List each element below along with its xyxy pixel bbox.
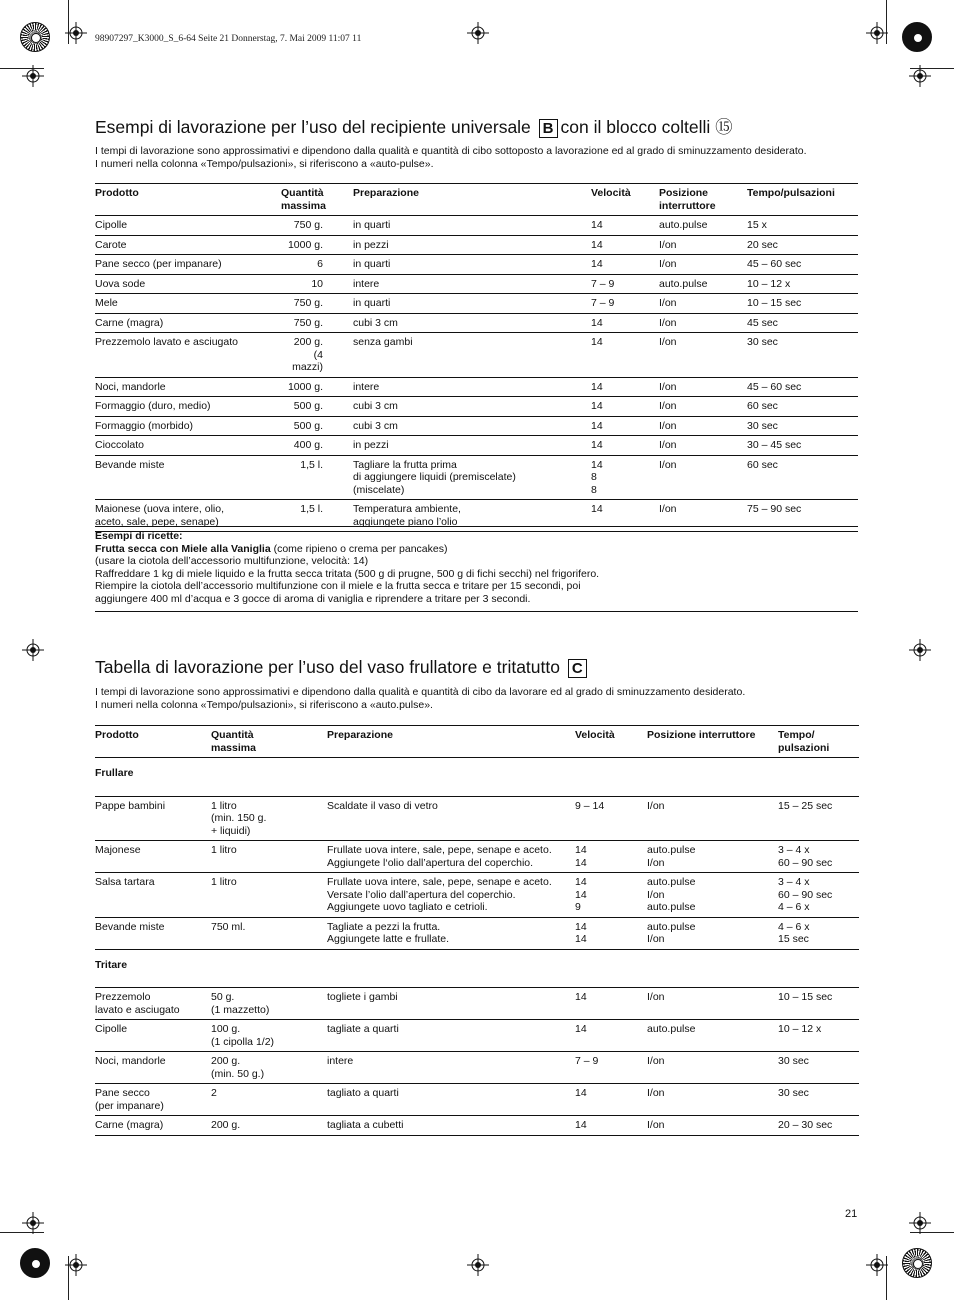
table-cell: auto.pulse (659, 219, 708, 231)
table-cell: Salsa tartara (95, 876, 155, 888)
table-cell: 10 – 12 x (778, 1023, 822, 1035)
table-cell: 75 – 90 sec (747, 503, 802, 515)
table-cell: in pezzi (353, 439, 389, 451)
registration-target-icon (22, 639, 44, 661)
table-cell: 6 (317, 258, 323, 270)
table-cell: I/on (647, 1087, 665, 1099)
recipe-title-line (95, 543, 858, 556)
table-cell: Frullate uova intere, sale, pepe, senape e aceto. Aggiungete l‘olio dall’apertura del coperchio. (327, 844, 552, 869)
table-header-row (95, 726, 859, 758)
table-cell: 30 sec (747, 419, 778, 432)
table-row (95, 436, 858, 456)
table-row (95, 1116, 859, 1136)
table-cell: 1000 g. (287, 238, 323, 251)
table-cell: 1 litro (min. 150 g. + liquidi) (211, 799, 267, 837)
recipe-name-suffix: (come ripieno o crema per pancakes) (270, 542, 448, 555)
table-cell: 14 (591, 316, 603, 329)
registration-target-icon (22, 1212, 44, 1234)
table-group-row (95, 949, 859, 988)
table-cell: in quarti (353, 258, 391, 270)
table-cell: 750 ml. (211, 920, 246, 933)
table-cell: 14 (591, 219, 603, 231)
column-header: Preparazione (353, 187, 419, 199)
table-cell: I/on (647, 991, 665, 1003)
registration-wheel-icon (902, 1248, 932, 1278)
section1-title (95, 114, 733, 139)
table-cell: Bevande miste (95, 920, 165, 933)
table-cell: 1 litro (211, 844, 237, 856)
registration-wheel-icon (902, 22, 932, 52)
section2-title-text: Tabella di lavorazione per l’uso del vaso frullatore e tritatutto (95, 657, 560, 677)
registration-target-icon (65, 22, 87, 44)
table-cell: 500 g. (293, 419, 323, 432)
table-cell: Mele (95, 297, 118, 309)
table-row (95, 796, 859, 841)
table-cell: auto.pulse I/on (647, 844, 696, 869)
table-header-row (95, 184, 858, 216)
table-cell: in quarti (353, 297, 391, 309)
table-cell: I/on (659, 503, 677, 515)
table-cell: I/on (647, 1055, 665, 1067)
table-cell: 10 (311, 277, 323, 290)
table-cell: Cioccolato (95, 439, 145, 451)
table-cell: I/on (659, 419, 677, 432)
table-cell: 30 – 45 sec (747, 439, 802, 451)
table-cell: 3 – 4 x 60 – 90 sec (778, 844, 833, 869)
table-row (95, 333, 858, 378)
table-row (95, 1084, 859, 1116)
table-cell: 20 sec (747, 238, 778, 251)
table-cell: 45 sec (747, 316, 778, 329)
table-cell: I/on (659, 258, 677, 270)
table-cell: 14 (591, 380, 603, 393)
table-row (95, 294, 858, 314)
table-cell: I/on (659, 458, 677, 471)
registration-target-icon (866, 22, 888, 44)
registration-target-icon (909, 65, 931, 87)
column-header: Tempo/ pulsazioni (778, 729, 830, 754)
table-cell: Temperatura ambiente, aggiungete piano l’olio (353, 503, 461, 528)
table-cell: 200 g. (4 mazzi) (292, 336, 323, 373)
table-cell: I/on (659, 316, 677, 329)
section2-intro: I tempi di lavorazione sono approssimativi e dipendono dalla qualità e quantità di cibo da lavorare ed al grado di sminuzzamento desiderato. I numeri nella colonna «Tempo/pulsazioni», si riferiscono a «auto.pulse». (95, 686, 746, 711)
table-cell: 400 g. (293, 439, 323, 451)
table-cell: I/on (647, 1119, 665, 1131)
table-cell: 200 g. (min. 50 g.) (211, 1055, 265, 1080)
column-header: Preparazione (327, 729, 393, 741)
table-cell: 7 – 9 (575, 1055, 599, 1067)
column-header: Posizione interruttore (647, 729, 756, 741)
table-cell: 200 g. (211, 1119, 241, 1131)
table-cell: auto.pulse I/on (647, 920, 696, 945)
table-cell: 30 sec (747, 336, 778, 348)
table-cell: 14 (591, 258, 603, 270)
table-cell: 15 x (747, 219, 767, 231)
table-cell: 10 – 15 sec (747, 297, 802, 309)
table-cell: 14 (591, 503, 603, 515)
table-cell: 4 – 6 x 15 sec (778, 920, 810, 945)
table-cell: Carne (magra) (95, 1119, 164, 1131)
table-cell: Maionese (uova intere, olio, aceto, sale, pepe, senape) (95, 503, 224, 528)
recipes-box (95, 526, 858, 612)
table-group-label: Tritare (95, 958, 128, 971)
table-cell: 1 litro (211, 876, 237, 888)
table-cell: 750 g. (293, 219, 323, 231)
registration-wheel-icon (20, 1248, 50, 1278)
table-cell: 9 – 14 (575, 799, 605, 812)
table-cell: Cipolle (95, 219, 128, 231)
table-row (95, 216, 858, 236)
table-cell: Tagliare la frutta prima di aggiungere liquidi (premiscelate) (miscelate) (353, 458, 516, 496)
column-header: Quantità massima (211, 729, 256, 754)
table-cell: tagliate a quarti (327, 1023, 399, 1035)
table-cell: Bevande miste (95, 458, 165, 471)
table-cell: 14 (575, 1023, 587, 1035)
table-cell: 7 – 9 (591, 277, 615, 290)
table-cell: Formaggio (duro, medio) (95, 400, 211, 412)
table-cell: 14 14 (575, 844, 587, 869)
registration-target-icon (65, 1254, 87, 1276)
registration-target-icon (866, 1254, 888, 1276)
table-cell: 1,5 l. (300, 503, 323, 515)
column-header: Prodotto (95, 187, 139, 199)
table-cell: cubi 3 cm (353, 419, 398, 432)
table-row (95, 416, 858, 436)
print-header: 98907297_K3000_S_6-64 Seite 21 Donnerstag, 7. Mai 2009 11:07 11 (95, 34, 362, 44)
table-group-row (95, 758, 859, 797)
table-row (95, 255, 858, 275)
table-cell: 14 (591, 419, 603, 432)
table-cell: Carne (magra) (95, 316, 164, 329)
section2-title-box: C (568, 659, 587, 678)
table-cell: Pane secco (per impanare) (95, 258, 222, 270)
table-cell: Carote (95, 238, 127, 251)
table-row (95, 1052, 859, 1084)
registration-target-icon (909, 1212, 931, 1234)
table-cell: 14 (575, 991, 587, 1003)
table-cell: 3 – 4 x 60 – 90 sec 4 – 6 x (778, 876, 833, 913)
section2-title (95, 657, 590, 678)
table-cell: Tagliate a pezzi la frutta. Aggiungete latte e frullate. (327, 920, 450, 945)
registration-target-icon (467, 22, 489, 44)
table-cell: 1000 g. (287, 380, 323, 393)
section1-title-box: B (539, 119, 558, 138)
table-row (95, 1020, 859, 1052)
table-cell: Majonese (95, 844, 141, 856)
table-cell: 60 sec (747, 458, 778, 471)
table-row (95, 377, 858, 397)
table-cell: intere (353, 380, 380, 393)
table-cell: I/on (659, 336, 677, 348)
table-cell: in quarti (353, 219, 391, 231)
table-cell: I/on (659, 238, 677, 251)
table-cell: 750 g. (293, 316, 323, 329)
table-cell: Pane secco (per impanare) (95, 1087, 164, 1112)
table-cell: 10 – 12 x (747, 277, 791, 290)
table-row (95, 235, 858, 255)
table-cell: 45 – 60 sec (747, 380, 802, 393)
table-cell: 10 – 15 sec (778, 991, 833, 1003)
table-cell: 45 – 60 sec (747, 258, 802, 270)
section2-table-body (95, 758, 859, 1136)
table-cell: Noci, mandorle (95, 380, 166, 393)
table-cell: 60 sec (747, 400, 778, 412)
column-header: Velocità (575, 729, 615, 741)
table-cell: 14 (591, 238, 603, 251)
table-cell: I/on (659, 400, 677, 412)
table-cell: 20 – 30 sec (778, 1119, 833, 1131)
table-row (95, 313, 858, 333)
section1-table-header (95, 184, 858, 216)
table-cell: 14 (575, 1087, 587, 1099)
table-row (95, 873, 859, 918)
table-cell: 14 (591, 336, 603, 348)
recipes-heading: Esempi di ricette: (95, 530, 183, 542)
table-cell: Frullate uova intere, sale, pepe, senape e aceto. Versate l’olio dall’apertura del coperchio. Aggiungete uovo tagliato e cetrioli. (327, 876, 552, 913)
table-cell: 100 g. (1 cipolla 1/2) (211, 1023, 275, 1048)
section1-title-text: Esempi di lavorazione per l’uso del recipiente universale (95, 117, 531, 137)
table-cell: 30 sec (778, 1055, 809, 1067)
table-cell: auto.pulse (659, 277, 708, 290)
table-cell: intere (353, 277, 380, 290)
section2-table-header (95, 726, 859, 758)
table-cell: 14 (591, 439, 603, 451)
table-row (95, 274, 858, 294)
table-cell: 14 (591, 400, 603, 412)
section1-intro: I tempi di lavorazione sono approssimativi e dipendono dalla qualità e quantità di cibo sottoposto a lavorazione ed al grado di sminuzzamento desiderato. I numeri nella colonna «Tempo/pulsazioni», si riferiscono a «auto-pulse». (95, 145, 807, 170)
table-cell: auto.pulse (647, 1023, 696, 1035)
table-group-label: Frullare (95, 767, 134, 779)
table-cell: I/on (647, 799, 665, 812)
table-cell: 14 14 9 (575, 876, 587, 913)
table-cell: 14 8 8 (591, 458, 603, 496)
column-header: Tempo/pulsazioni (747, 187, 835, 199)
page-number: 21 (845, 1208, 858, 1220)
table-cell: cubi 3 cm (353, 316, 398, 329)
table-cell: 14 14 (575, 920, 587, 945)
registration-target-icon (909, 639, 931, 661)
table-cell: 15 – 25 sec (778, 799, 833, 812)
table-row (95, 917, 859, 949)
section1-title-suffix: con il blocco coltelli ⑮ (560, 117, 733, 137)
table-cell: in pezzi (353, 238, 389, 251)
recipe-name: Frutta secca con Miele alla Vaniglia (95, 542, 271, 555)
registration-target-icon (22, 65, 44, 87)
table-cell: Formaggio (morbido) (95, 419, 194, 432)
table-row (95, 841, 859, 873)
section1-table (95, 183, 858, 532)
table-cell: tagliato a quarti (327, 1087, 399, 1099)
table-cell: Noci, mandorle (95, 1055, 166, 1067)
table-cell: cubi 3 cm (353, 400, 398, 412)
table-cell: 2 (211, 1087, 217, 1099)
column-header: Prodotto (95, 729, 139, 741)
table-cell: 14 (575, 1119, 587, 1131)
column-header: Velocità (591, 187, 631, 199)
table-cell: I/on (659, 380, 677, 393)
table-row (95, 397, 858, 417)
section1-table-body (95, 216, 858, 532)
table-row (95, 988, 859, 1020)
table-cell: 500 g. (293, 400, 323, 412)
table-cell: togliete i gambi (327, 991, 398, 1003)
table-cell: intere (327, 1055, 354, 1067)
column-header: Posizione interruttore (659, 187, 716, 212)
table-cell: tagliata a cubetti (327, 1119, 404, 1131)
table-row (95, 455, 858, 500)
recipe-text: (usare la ciotola dell’accessorio multifunzione, velocità: 14) Raffreddare 1 kg di miele liquido e la frutta secca tritata (500 g di prugne, 500 g di fichi secchi) nel frigorifero. Riempire la ciotola dell’accessorio multifunzione con il miele e la frutta secca e tritare per 15 secondi, poi aggiungere 400 ml d’acqua e 3 gocce di aroma di vaniglia e riprendere a tritare per 3 secondi. (95, 555, 600, 605)
table-cell: I/on (659, 297, 677, 309)
table-cell: 7 – 9 (591, 297, 615, 309)
table-cell: 750 g. (293, 297, 323, 309)
table-cell: 1,5 l. (300, 458, 323, 471)
table-cell: Pappe bambini (95, 799, 166, 812)
table-cell: Uova sode (95, 277, 146, 290)
table-cell: Prezzemolo lavato e asciugato (95, 336, 238, 348)
table-cell: Prezzemolo lavato e asciugato (95, 991, 180, 1016)
table-cell: auto.pulse I/on auto.pulse (647, 876, 696, 913)
table-cell: 30 sec (778, 1087, 809, 1099)
column-header: Quantità massima (281, 187, 326, 212)
table-cell: Cipolle (95, 1023, 128, 1035)
table-cell: senza gambi (353, 336, 413, 348)
registration-wheel-icon (20, 22, 50, 52)
table-cell: 50 g. (1 mazzetto) (211, 991, 270, 1016)
table-cell: I/on (659, 439, 677, 451)
registration-target-icon (467, 1254, 489, 1276)
section2-table (95, 725, 859, 1136)
table-cell: Scaldate il vaso di vetro (327, 799, 438, 812)
